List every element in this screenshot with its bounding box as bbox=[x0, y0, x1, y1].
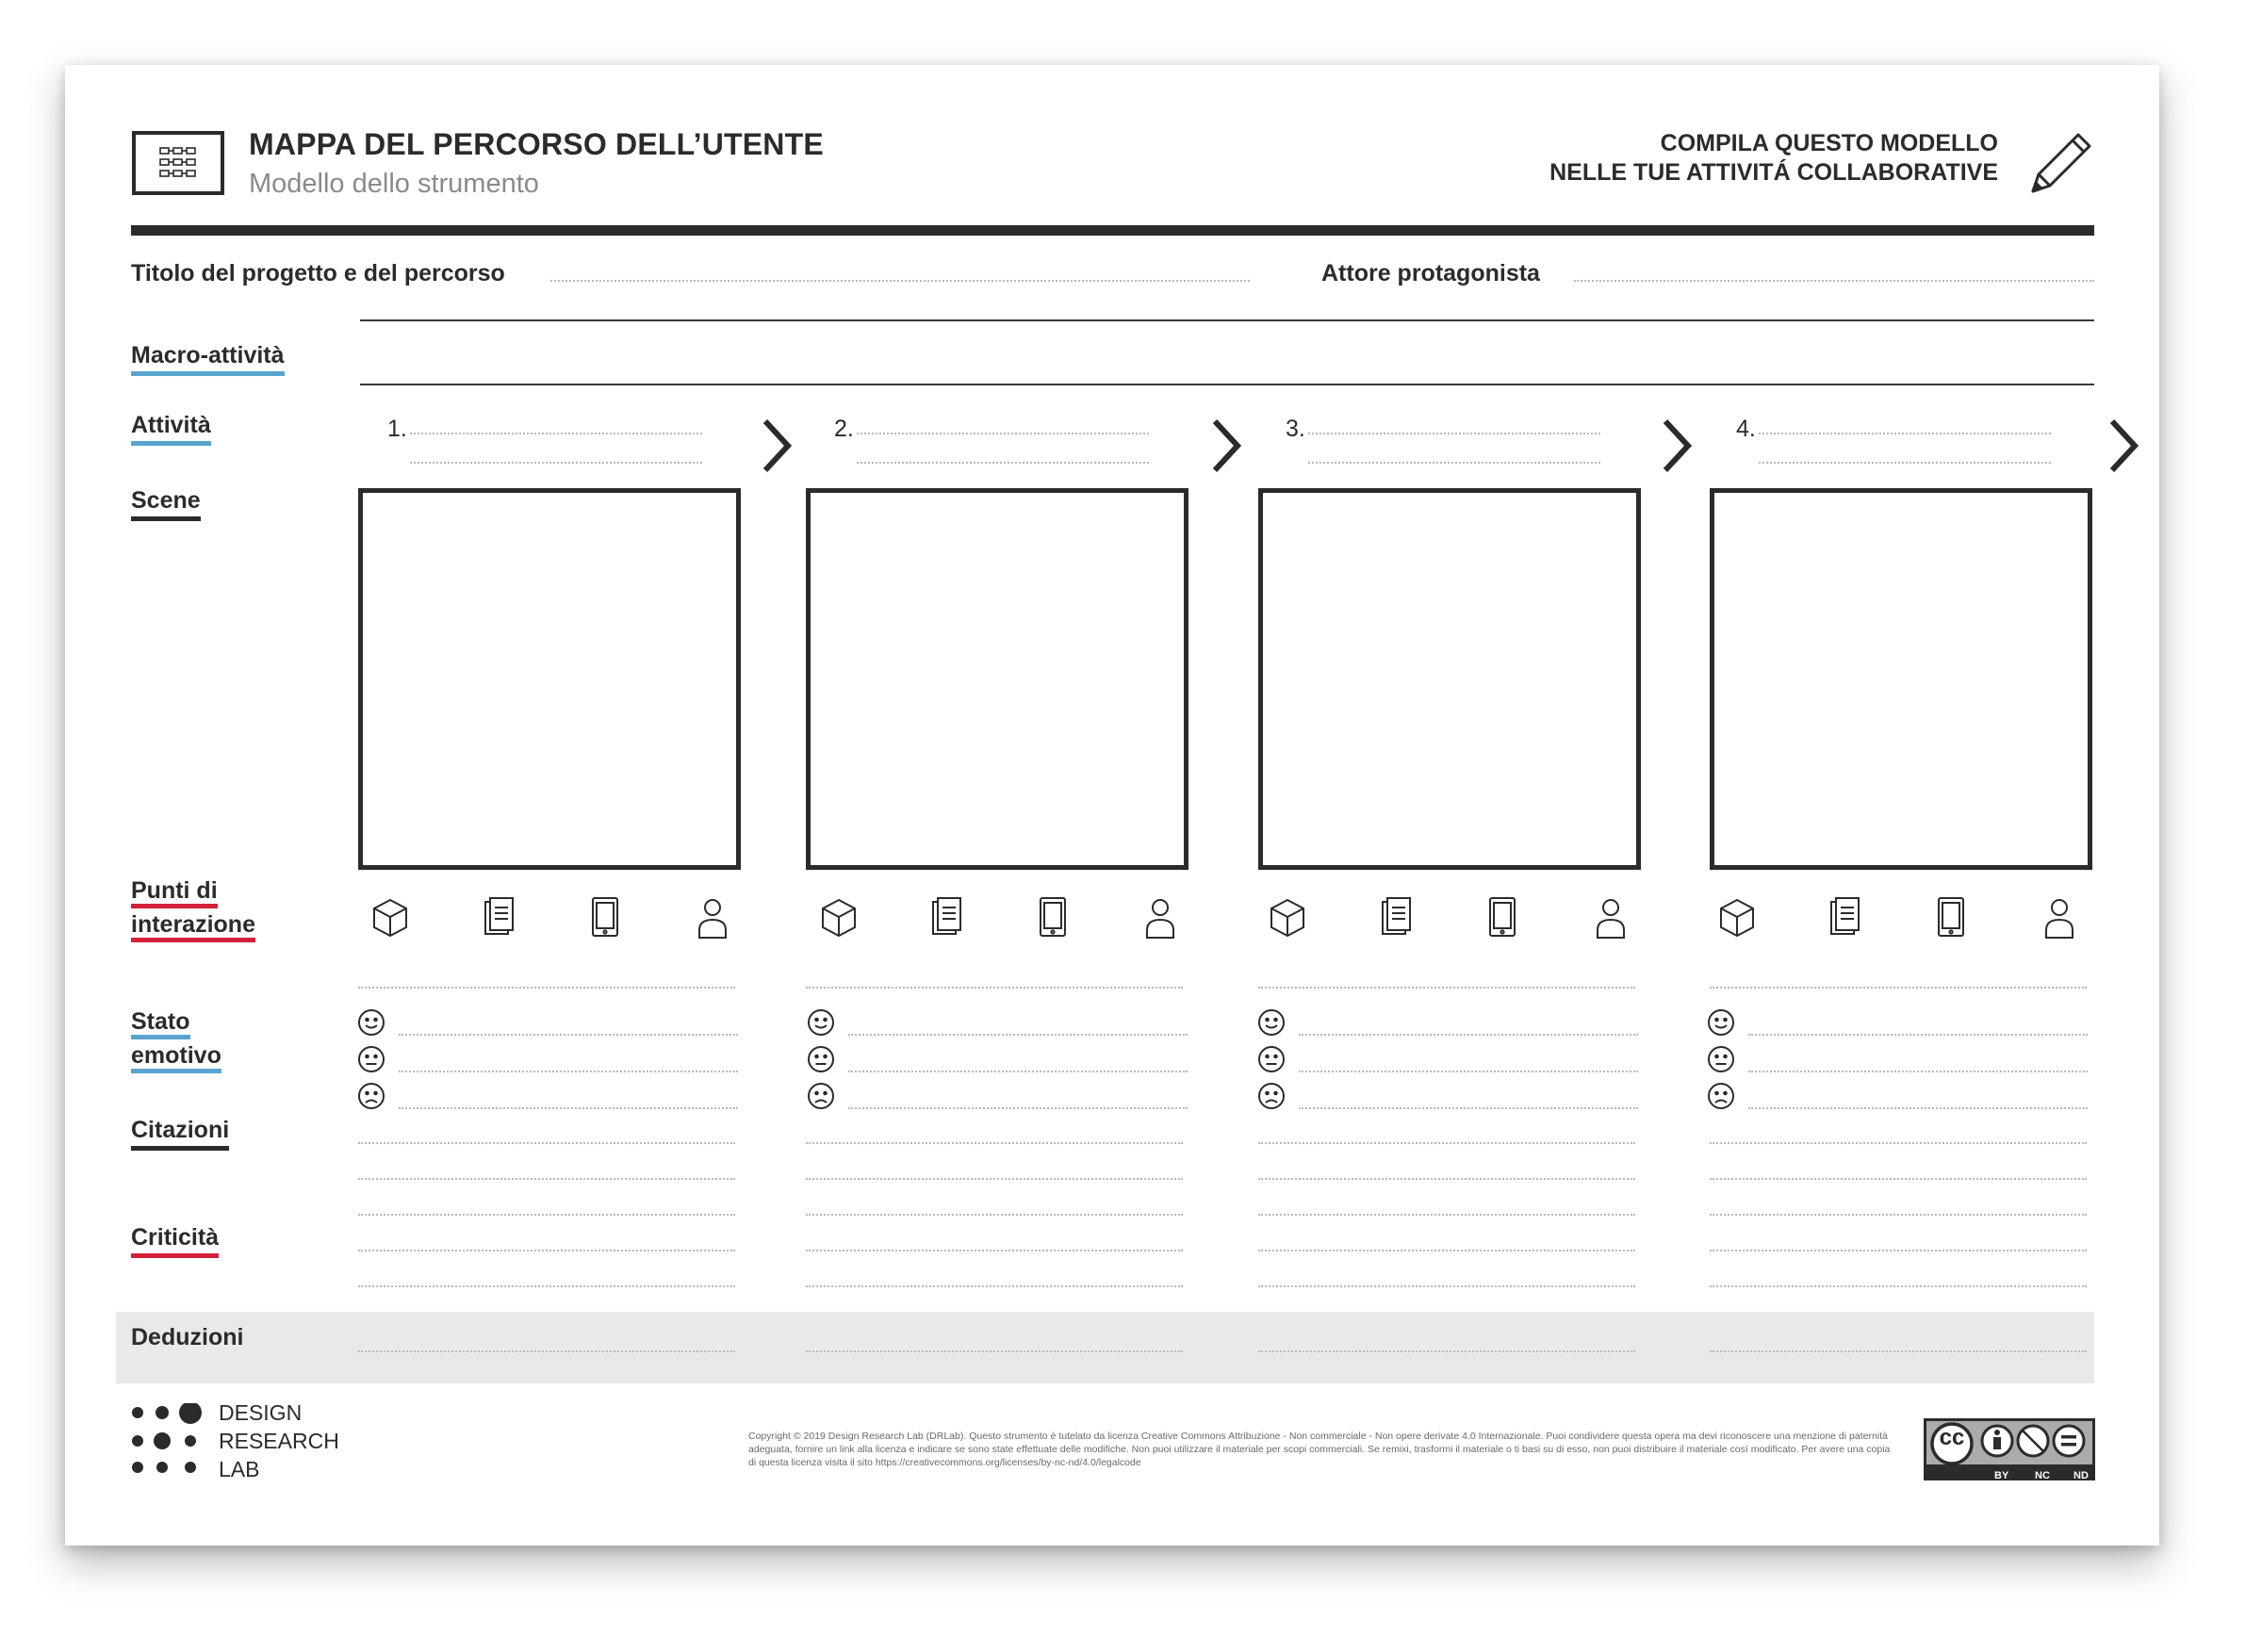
pain-points-label: Criticità bbox=[131, 1221, 219, 1258]
deductions-field[interactable] bbox=[806, 1350, 1183, 1352]
actor-label: Attore protagonista bbox=[1321, 260, 1540, 286]
neutral-face-icon bbox=[1256, 1044, 1287, 1074]
project-title-field[interactable] bbox=[550, 280, 1250, 282]
touchpoints-field[interactable] bbox=[1710, 987, 2087, 989]
activity-field[interactable] bbox=[857, 462, 1149, 464]
quotes-field[interactable] bbox=[806, 1178, 1183, 1180]
document-icon bbox=[1824, 894, 1863, 941]
emotional-state-label bbox=[131, 1006, 221, 1073]
tablet-icon bbox=[1931, 894, 1971, 941]
pain-points-field[interactable] bbox=[806, 1285, 1183, 1287]
activity-field[interactable] bbox=[1308, 462, 1600, 464]
emotion-field[interactable] bbox=[1299, 1107, 1638, 1109]
tablet-icon bbox=[1483, 894, 1522, 941]
touchpoints-label bbox=[131, 875, 255, 942]
emotion-field[interactable] bbox=[1299, 1034, 1638, 1036]
document-icon bbox=[926, 894, 965, 941]
project-title-label: Titolo del progetto e del percorso bbox=[131, 260, 505, 286]
step-number: 4. bbox=[1736, 416, 1756, 442]
pain-points-field[interactable] bbox=[1710, 1250, 2087, 1251]
sad-face-icon bbox=[1706, 1081, 1736, 1111]
cc-mark: cc bbox=[1939, 1425, 1965, 1450]
chevron-right-icon bbox=[2105, 417, 2142, 474]
pencil-icon bbox=[2025, 127, 2097, 199]
touchpoints-field[interactable] bbox=[1258, 987, 1635, 989]
step-number: 3. bbox=[1286, 416, 1305, 442]
quotes-field[interactable] bbox=[1258, 1142, 1635, 1144]
header-divider bbox=[131, 225, 2094, 236]
happy-face-icon bbox=[806, 1007, 836, 1038]
macro-activity-bottom-line bbox=[360, 384, 2094, 385]
person-icon bbox=[693, 894, 732, 941]
cube-icon bbox=[1268, 894, 1307, 941]
happy-face-icon bbox=[1706, 1007, 1736, 1038]
touchpoints-field[interactable] bbox=[806, 987, 1183, 989]
emotion-field[interactable] bbox=[1299, 1071, 1638, 1072]
cube-icon bbox=[819, 894, 859, 941]
touchpoints-label-line-1: Punti di bbox=[131, 877, 218, 908]
emotion-field[interactable] bbox=[399, 1071, 738, 1072]
emotional-state-label-line-2: emotivo bbox=[131, 1042, 221, 1073]
template-sheet bbox=[65, 65, 2159, 1546]
deductions-label: Deduzioni bbox=[131, 1324, 244, 1350]
deductions-field[interactable] bbox=[358, 1350, 735, 1352]
tablet-icon bbox=[1033, 894, 1073, 941]
cta-line-1: COMPILA QUESTO MODELLO bbox=[1660, 130, 1998, 156]
pain-points-field[interactable] bbox=[358, 1285, 735, 1287]
happy-face-icon bbox=[1256, 1007, 1287, 1038]
emotion-field[interactable] bbox=[848, 1107, 1188, 1109]
quotes-field[interactable] bbox=[358, 1178, 735, 1180]
touchpoints-field[interactable] bbox=[358, 987, 735, 989]
scene-box[interactable] bbox=[1710, 488, 2092, 870]
chevron-right-icon bbox=[758, 417, 795, 474]
deductions-field[interactable] bbox=[1258, 1350, 1635, 1352]
activity-field[interactable] bbox=[1759, 462, 2051, 464]
neutral-face-icon bbox=[1706, 1044, 1736, 1074]
emotion-field[interactable] bbox=[848, 1034, 1188, 1036]
sad-face-icon bbox=[806, 1081, 836, 1111]
tablet-icon bbox=[585, 894, 625, 941]
sad-face-icon bbox=[356, 1081, 386, 1111]
emotion-field[interactable] bbox=[1748, 1107, 2088, 1109]
happy-face-icon bbox=[356, 1007, 386, 1038]
deductions-field[interactable] bbox=[1710, 1350, 2087, 1352]
person-icon bbox=[1140, 894, 1180, 941]
cube-icon bbox=[1717, 894, 1757, 941]
person-icon bbox=[2040, 894, 2079, 941]
brand-line-3: LAB bbox=[219, 1457, 260, 1481]
step-number: 2. bbox=[834, 416, 854, 442]
activity-field[interactable] bbox=[410, 433, 702, 434]
call-to-action bbox=[1549, 129, 1998, 188]
pain-points-field[interactable] bbox=[1710, 1285, 2087, 1287]
chevron-right-icon bbox=[1207, 417, 1245, 474]
neutral-face-icon bbox=[356, 1044, 386, 1074]
scene-label: Scene bbox=[131, 484, 201, 521]
page-subtitle: Modello dello strumento bbox=[249, 169, 539, 199]
macro-activity-top-line bbox=[360, 319, 2094, 321]
quotes-field[interactable] bbox=[1710, 1142, 2087, 1144]
actor-field[interactable] bbox=[1574, 280, 2094, 282]
page-title: MAPPA DEL PERCORSO DELL’UTENTE bbox=[249, 127, 824, 161]
chevron-right-icon bbox=[1658, 417, 1696, 474]
touchpoints-label-line-2: interazione bbox=[131, 911, 255, 942]
step-number: 1. bbox=[387, 416, 407, 442]
design-research-lab-logo-icon bbox=[130, 1403, 207, 1475]
emotion-field[interactable] bbox=[1748, 1071, 2088, 1072]
quotes-field[interactable] bbox=[806, 1142, 1183, 1144]
scene-box[interactable] bbox=[1258, 488, 1641, 870]
brand-name bbox=[219, 1398, 339, 1483]
activity-field[interactable] bbox=[857, 433, 1149, 434]
emotional-state-label-line-1: Stato bbox=[131, 1008, 190, 1039]
document-icon bbox=[1375, 894, 1415, 941]
cube-icon bbox=[370, 894, 410, 941]
document-icon bbox=[478, 894, 517, 941]
cc-by-label: BY bbox=[1994, 1470, 2009, 1481]
pain-points-field[interactable] bbox=[358, 1214, 735, 1216]
journey-map-logo-icon bbox=[132, 131, 224, 195]
quotes-field[interactable] bbox=[1258, 1178, 1635, 1180]
activity-field[interactable] bbox=[1308, 433, 1600, 434]
cta-line-2: NELLE TUE ATTIVITÁ COLLABORATIVE bbox=[1549, 159, 1998, 186]
quotes-field[interactable] bbox=[358, 1142, 735, 1144]
cc-nc-label: NC bbox=[2035, 1470, 2050, 1481]
person-icon bbox=[1591, 894, 1631, 941]
quotes-field[interactable] bbox=[1710, 1178, 2087, 1180]
deductions-band bbox=[116, 1312, 2094, 1383]
pain-points-field[interactable] bbox=[806, 1214, 1183, 1216]
scene-box[interactable] bbox=[358, 488, 741, 870]
emotion-field[interactable] bbox=[848, 1071, 1188, 1072]
pain-points-field[interactable] bbox=[1258, 1214, 1635, 1216]
macro-activity-label: Macro-attività bbox=[131, 339, 285, 376]
neutral-face-icon bbox=[806, 1044, 836, 1074]
quotes-label: Citazioni bbox=[131, 1114, 229, 1151]
activity-field[interactable] bbox=[1759, 433, 2051, 434]
pain-points-field[interactable] bbox=[1258, 1285, 1635, 1287]
copyright-notice: Copyright © 2019 Design Research Lab (DRLab). Questo strumento è tutelato da licenza Creative Commons Attribuzione - Non commerciale - Non opere derivate 4.0 Internazionale. Puoi condividere questa opera ma devi riconoscere una menzione di paternità adeguata, fornire un link alla licenza e indicare se sono state effettuate delle modifiche. Non puoi utilizzare il materiale per scopi commerciali. Se remixi, trasformi il materiale o ti basi su di esso, non puoi distribuire il materiale così modificato. Per avere una copia di questa licenza visita il sito https://creativecommons.org/licenses/by-nc-nd/4.0/legalcode bbox=[748, 1431, 1891, 1468]
brand-line-2: RESEARCH bbox=[219, 1429, 339, 1453]
scene-box[interactable] bbox=[806, 488, 1188, 870]
pain-points-field[interactable] bbox=[806, 1250, 1183, 1251]
emotion-field[interactable] bbox=[1748, 1034, 2088, 1036]
activity-label: Attività bbox=[131, 409, 211, 446]
emotion-field[interactable] bbox=[399, 1107, 738, 1109]
activity-field[interactable] bbox=[410, 462, 702, 464]
brand-line-1: DESIGN bbox=[219, 1400, 303, 1425]
cc-nd-label: ND bbox=[2074, 1470, 2089, 1481]
pain-points-field[interactable] bbox=[1710, 1214, 2087, 1216]
pain-points-field[interactable] bbox=[358, 1250, 735, 1251]
sad-face-icon bbox=[1256, 1081, 1287, 1111]
pain-points-field[interactable] bbox=[1258, 1250, 1635, 1251]
emotion-field[interactable] bbox=[399, 1034, 738, 1036]
